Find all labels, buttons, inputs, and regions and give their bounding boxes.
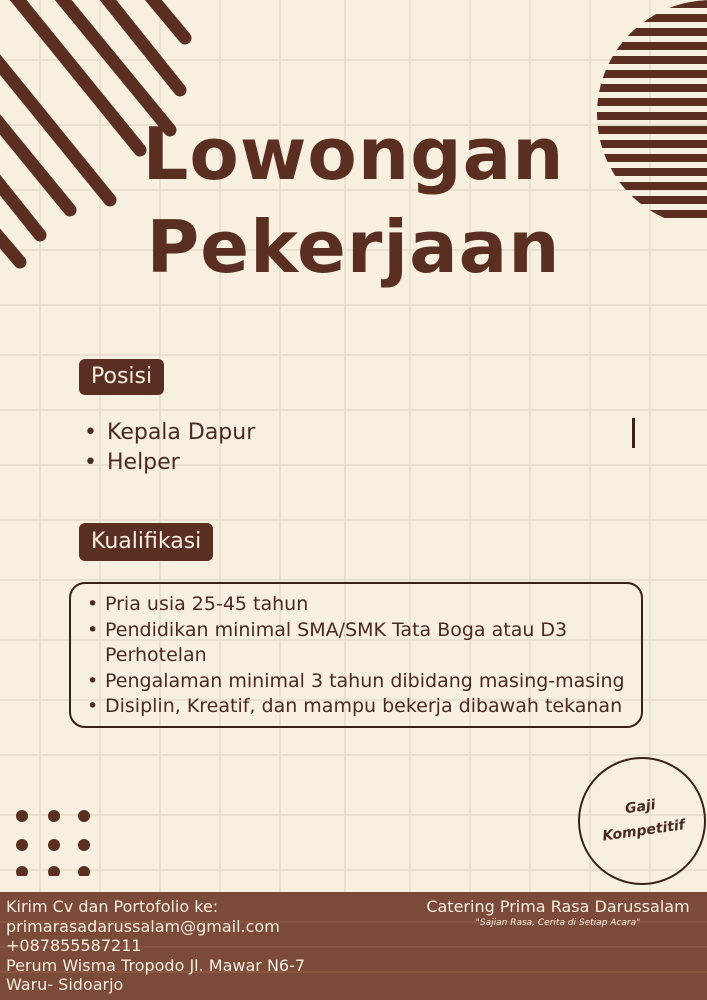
salary-badge-line-1: Gaji (624, 797, 657, 818)
contact-address-1: Perum Wisma Tropodo Jl. Mawar N6-7 (6, 955, 306, 975)
brand-name: Catering Prima Rasa Darussalam (426, 897, 690, 916)
text-cursor (632, 418, 635, 448)
list-item: • Pengalaman minimal 3 tahun dibidang masing-masing (87, 669, 637, 695)
contact-phone[interactable]: +087855587211 (6, 936, 142, 955)
contact-address-2: Waru- Sidoarjo (6, 975, 124, 994)
dot-grid-decoration (14, 806, 94, 876)
contact-email[interactable]: primarasadarussalam@gmail.com (6, 916, 280, 936)
list-item: • Pria usia 25-45 tahun (87, 592, 637, 618)
posisi-list (84, 418, 255, 478)
kualifikasi-heading: Kualifikasi (79, 523, 213, 561)
contact-intro: Kirim Cv dan Portofolio ke: (6, 897, 219, 916)
title-line-2: Pekerjaan (146, 205, 561, 289)
contact-info (6, 897, 305, 995)
list-item: • Pendidikan minimal SMA/SMK Tata Boga atau D3 Perhotelan (87, 618, 637, 669)
salary-badge-line-2: Kompetitif (601, 817, 686, 845)
kualifikasi-list (87, 592, 637, 720)
salary-badge (578, 757, 706, 885)
list-item: • Disiplin, Kreatif, dan mampu bekerja dibawah tekanan (87, 694, 637, 720)
list-item: • Helper (84, 448, 255, 478)
brand-tagline: "Sajian Rasa, Cerita di Setiap Acara" (475, 918, 641, 928)
footer (0, 892, 707, 1000)
title-line-1: Lowongan (142, 112, 565, 196)
list-item: • Kepala Dapur (84, 418, 255, 448)
posisi-heading: Posisi (79, 359, 164, 395)
brand-block (413, 897, 703, 929)
